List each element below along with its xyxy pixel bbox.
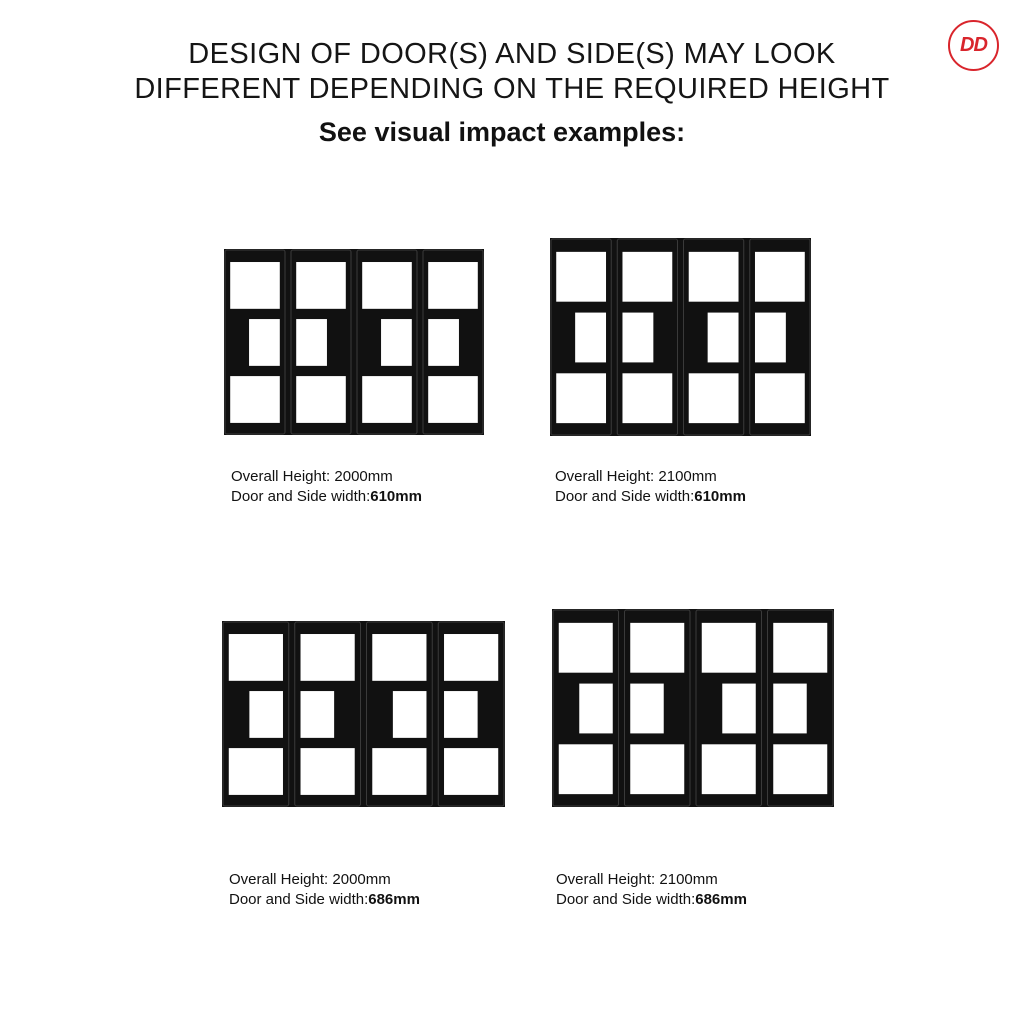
glass-pane-middle [755,313,786,363]
caption-example-4 [556,870,747,910]
glass-pane-top [773,623,827,673]
glass-pane-middle [708,313,739,363]
doorset-illustration-2000-610 [224,249,484,435]
glass-pane-top [296,262,346,309]
glass-pane-middle [249,319,280,366]
glass-pane-middle [381,319,412,366]
glass-pane-bottom [702,744,756,794]
heading-line-1: DESIGN OF DOOR(S) AND SIDE(S) MAY LOOK [188,38,836,70]
glass-pane-bottom [622,373,672,423]
glass-pane-middle [393,691,427,738]
overall-height-label: Overall Height: [556,871,656,888]
glass-pane-middle [575,313,606,363]
heading-line-2: DIFFERENT DEPENDING ON THE REQUIRED HEIGHT [134,73,890,105]
glass-pane-middle [579,684,612,734]
glass-pane-top [444,634,498,681]
door-width-value: 686mm [368,891,420,908]
doorset-illustration-2100-610 [550,238,811,436]
glass-pane-top [556,252,606,302]
overall-height-value: 2100mm [659,871,718,888]
overall-height-value: 2100mm [658,468,717,485]
glass-pane-top [362,262,412,309]
door-width-value: 610mm [694,488,746,505]
glass-pane-middle [444,691,478,738]
glass-pane-bottom [773,744,827,794]
glass-pane-top [372,634,426,681]
door-width-label: Door and Side width: [229,891,369,908]
overall-height-label: Overall Height: [229,871,329,888]
glass-pane-top [229,634,283,681]
glass-pane-bottom [362,376,412,423]
caption-example-1 [231,467,422,507]
glass-pane-middle [630,684,663,734]
doorset-illustration-2100-686 [552,609,834,807]
glass-pane-bottom [301,748,355,795]
door-width-line [231,487,422,507]
brand-logo-text: DD [960,34,987,56]
overall-height-line [231,467,422,487]
glass-pane-middle [301,691,335,738]
door-width-label: Door and Side width: [556,891,696,908]
glass-pane-top [622,252,672,302]
doorset-illustration-2000-686 [222,621,505,807]
glass-pane-top [689,252,739,302]
glass-pane-bottom [428,376,478,423]
glass-pane-bottom [630,744,684,794]
door-width-value: 610mm [370,488,422,505]
caption-example-3 [229,870,420,910]
glass-pane-top [755,252,805,302]
glass-pane-middle [296,319,327,366]
glass-pane-bottom [296,376,346,423]
door-width-label: Door and Side width: [231,488,371,505]
door-width-label: Door and Side width: [555,488,695,505]
door-width-line [555,487,746,507]
overall-height-value: 2000mm [334,468,393,485]
glass-pane-bottom [372,748,426,795]
door-width-line [229,890,420,910]
glass-pane-bottom [230,376,280,423]
glass-pane-bottom [689,373,739,423]
overall-height-line [556,870,747,890]
overall-height-line [555,467,746,487]
overall-height-label: Overall Height: [555,468,655,485]
overall-height-value: 2000mm [332,871,391,888]
glass-pane-middle [622,313,653,363]
subheading: See visual impact examples: [318,117,686,147]
caption-example-2 [555,467,746,507]
glass-pane-top [301,634,355,681]
glass-pane-top [230,262,280,309]
glass-pane-bottom [229,748,283,795]
overall-height-label: Overall Height: [231,468,331,485]
glass-pane-bottom [444,748,498,795]
glass-pane-middle [773,684,806,734]
glass-pane-top [428,262,478,309]
door-width-value: 686mm [695,891,747,908]
glass-pane-middle [249,691,283,738]
glass-pane-bottom [556,373,606,423]
glass-pane-top [559,623,613,673]
brand-logo [948,20,999,71]
glass-pane-bottom [755,373,805,423]
door-width-line [556,890,747,910]
overall-height-line [229,870,420,890]
glass-pane-middle [722,684,755,734]
glass-pane-top [702,623,756,673]
glass-pane-top [630,623,684,673]
glass-pane-bottom [559,744,613,794]
glass-pane-middle [428,319,459,366]
